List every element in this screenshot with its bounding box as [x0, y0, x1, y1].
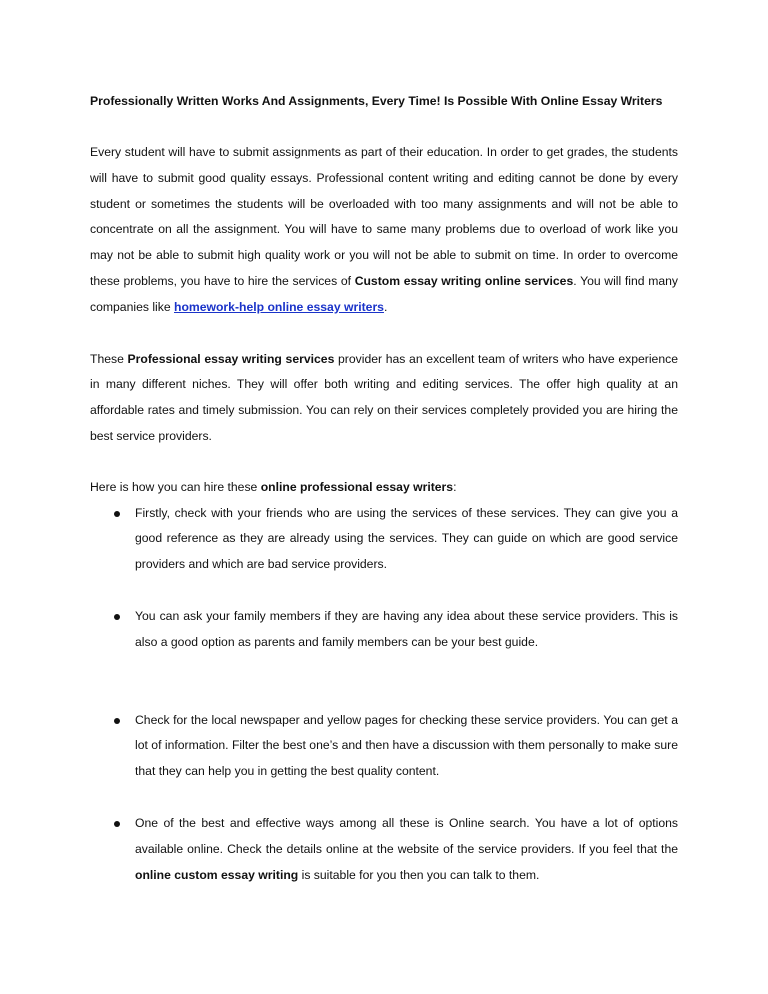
paragraph-services [90, 347, 678, 450]
paragraph-how-to-hire-end: : [453, 479, 457, 494]
spacer [90, 578, 678, 604]
paragraph-how-to-hire [90, 475, 678, 501]
paragraph-how-to-hire-bold: online professional essay writers [260, 479, 454, 494]
homework-help-link[interactable]: homework-help online essay writers [174, 299, 384, 314]
paragraph-intro-text: Every student will have to submit assignments as part of their education. In order to get grades, the students will have to submit good quality essays. Professional content writing and editing cannot be done by every student or sometimes the students will be overloaded with too many assignments and will not be able to concentrate on all the assignment. You will have to same many problems due to overload of work like you may not be able to submit high quality work or you will not be able to submit on time. In order to overcome these problems, you have to hire the services of [90, 145, 678, 288]
bullet-icon [114, 614, 120, 620]
list-item [90, 604, 678, 656]
paragraph-intro-middle: . You will find many companies like [90, 273, 679, 314]
document-body [90, 92, 678, 888]
paragraph-intro [90, 140, 678, 321]
list-item [90, 501, 678, 578]
bullet-icon [114, 821, 120, 827]
list-item-text-end: is suitable for you then you can talk to them. [298, 867, 540, 882]
document-title: Professionally Written Works And Assignments, Every Time! Is Possible With Online Essay Writers [90, 94, 663, 108]
list-item [90, 811, 678, 888]
list-item-text: You can ask your family members if they are having any idea about these service providers. This is also a good option as parents and family members can be your best guide. [135, 608, 678, 649]
paragraph-intro-bold: Custom essay writing online services [354, 273, 574, 288]
paragraph-intro-end: . [383, 299, 388, 314]
list-item-text-start: One of the best and effective ways among all these is Online search. You have a lot of options available online. Check the details online at the website of the service providers. If you feel that the [135, 815, 678, 856]
list-item-bold: online custom essay writing [135, 867, 299, 882]
spacer [90, 656, 678, 708]
paragraph-services-bold: Professional essay writing services [127, 351, 335, 366]
list-item [90, 708, 678, 785]
spacer [90, 450, 678, 475]
bullet-icon [114, 718, 120, 724]
bullet-list [90, 501, 678, 889]
bullet-icon [114, 511, 120, 517]
paragraph-services-text: provider has an excellent team of writers who have experience in many different niches. They will offer both writing and editing services. The offer high quality at an affordable rates and timely submission. You can rely on their services completely provided you are hiring the best service providers. [90, 351, 678, 443]
spacer [90, 785, 678, 811]
list-item-text: Firstly, check with your friends who are using the services of these services. They can give you a good reference as they are already using the services. They can guide on which are good service providers and which are bad service providers. [135, 505, 678, 572]
list-item-text: Check for the local newspaper and yellow pages for checking these service providers. You can get a lot of information. Filter the best one’s and then have a discussion with them personally to make sure that they can help you in getting the best quality content. [135, 712, 678, 779]
spacer [90, 321, 678, 347]
paragraph-services-start: These [90, 351, 128, 366]
paragraph-how-to-hire-start: Here is how you can hire these [90, 479, 261, 494]
